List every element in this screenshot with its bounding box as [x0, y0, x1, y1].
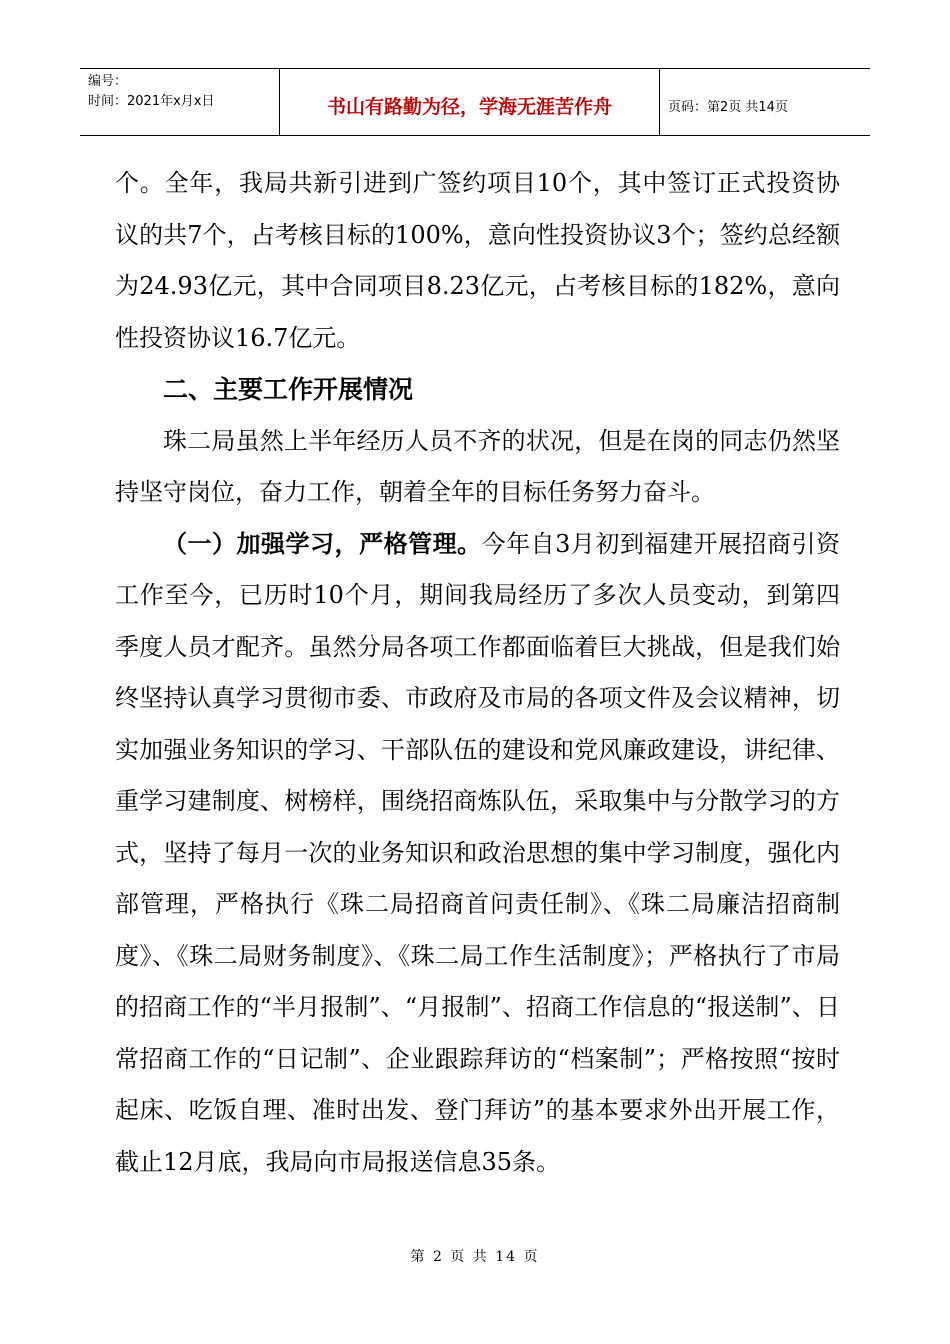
- subsection-heading: （一）加强学习，严格管理。: [163, 529, 482, 558]
- page-footer: 第 2 页 共 14 页: [410, 1249, 540, 1265]
- header-page-info: 页码：第2页 共14页: [668, 99, 788, 115]
- page-header: [80, 68, 870, 136]
- number-label: 编号：: [88, 74, 128, 89]
- time-label: 时间：2021年x月x日: [88, 94, 215, 109]
- header-motto: 书山有路勤为径，学海无涯苦作舟: [280, 69, 660, 135]
- section-heading: 二、主要工作开展情况: [163, 375, 414, 404]
- paragraph-intro: 珠二局虽然上半年经历人员不齐的状况，但是在岗的同志仍然坚持坚守岗位，奋力工作，朝着全年的目标任务努力奋斗。: [115, 426, 840, 506]
- paragraph-study-management-text: 今年自3月初到福建开展招商引资工作至今，已历时10个月，期间我局经历了多次人员变动，到第四季度人员才配齐。虽然分局各项工作都面临着巨大挑战，但是我们始终坚持认真学习贯彻市委、市政府及市局的各项文件及会议精神，切实加强业务知识的学习、干部队伍的建设和党风廉政建设，讲纪律、重学习建制度、树榜样，围绕招商炼队伍，采取集中与分散学习的方式，坚持了每月一次的业务知识和政治思想的集中学习制度，强化内部管理，严格执行《珠二局招商首问责任制》、《珠二局廉洁招商制度》、《珠二局财务制度》、《珠二局工作生活制度》；严格执行了市局的招商工作的“半月报制”、“月报制”、招商工作信息的“报送制”、日常招商工作的“日记制”、企业跟踪拜访的“档案制”；严格按照“按时起床、吃饭自理、准时出发、登门拜访”的基本要求外出开展工作，截止12月底，我局向市局报送信息35条。: [115, 529, 840, 1176]
- header-meta: [80, 69, 280, 135]
- paragraph-summary: 个。全年，我局共新引进到广签约项目10个，其中签订正式投资协议的共7个，占考核目标的100%，意向性投资协议3个；签约总经额为24.93亿元，其中合同项目8.23亿元，占考核目标的182%，意向性投资协议16.7亿元。: [115, 169, 840, 352]
- paragraph-study-management: [115, 519, 840, 1189]
- document-body: [115, 158, 840, 1188]
